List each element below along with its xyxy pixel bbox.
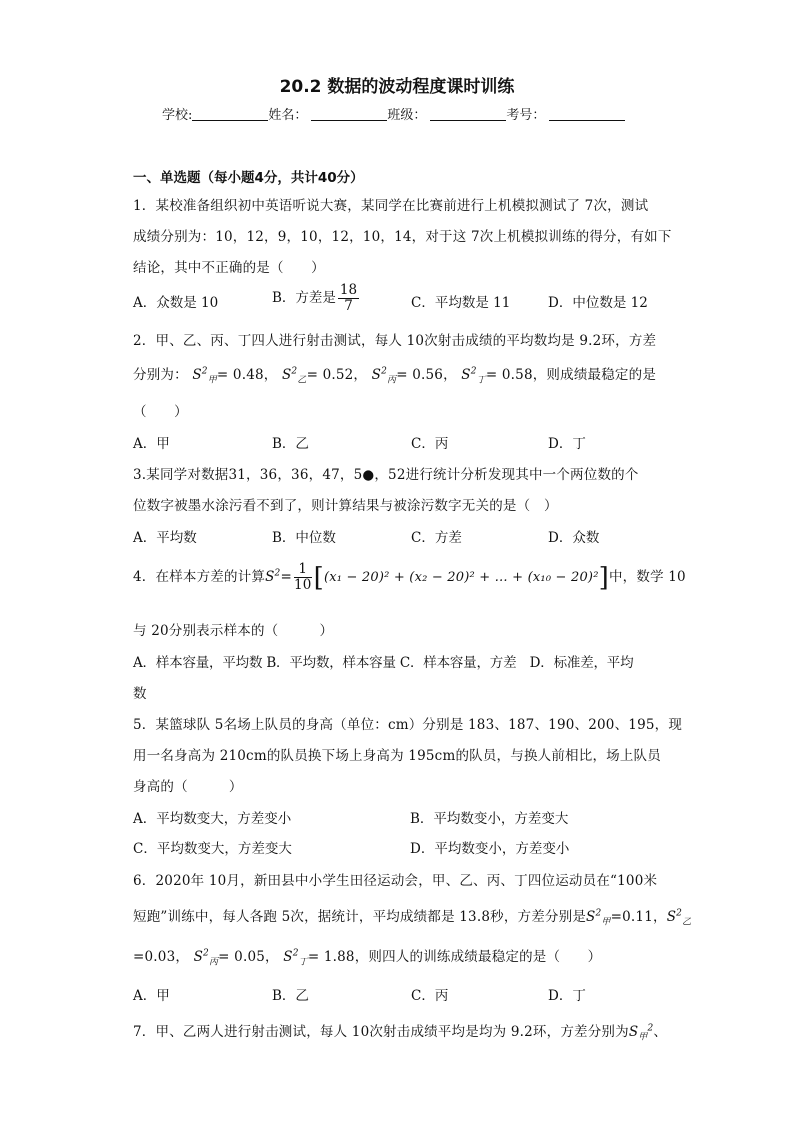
q4-fraction xyxy=(294,562,312,593)
q3-line-1: 3.某同学对数据31，36，36，47，5●，52进行统计分析发现其中一个两位数的个 xyxy=(133,467,639,483)
q1-fraction xyxy=(338,283,359,314)
school-blank xyxy=(192,106,268,121)
q5-option-b: B．平均数变小，方差变大 xyxy=(410,811,569,827)
q3-option-a: A．平均数 xyxy=(133,530,197,546)
q5-option-a: A．平均数变大，方差变小 xyxy=(133,811,292,827)
q6-option-a: A．甲 xyxy=(133,988,170,1004)
q6-line-2-text: 短跑”训练中，每人各跑 5次，据统计，平均成绩都是 13.8秒，方差分别是 xyxy=(133,909,587,925)
q2-value-ding: = 0.58，则成绩最稳定的是 xyxy=(485,367,657,383)
q4-right-bracket: ] xyxy=(598,563,609,593)
exam-number-label: 考号： xyxy=(506,108,546,123)
q2-sub-bing: 丙 xyxy=(387,375,397,386)
q6-sub-jia: 甲 xyxy=(601,917,611,928)
name-label: 姓名： xyxy=(268,108,308,123)
q2-option-b: B．乙 xyxy=(272,436,309,452)
q4-prefix: 4．在样本方差的计算 xyxy=(133,569,266,585)
q6-sub-bing: 丙 xyxy=(208,957,219,968)
q1-line-3: 结论，其中不正确的是（ ） xyxy=(133,260,325,276)
q6-variance-yi: $S^2_乙$ xyxy=(666,908,692,928)
q5-line-2: 用一名身高为 210cm的队员换下场上身高为 195cm的队员，与换人前相比，场上队员 xyxy=(133,748,661,764)
q4-line-1 xyxy=(133,562,686,593)
q2-variance-bing: $S^2_丙$ xyxy=(371,366,397,386)
q6-line-3 xyxy=(133,945,601,968)
q1-option-b-text: B．方差是 xyxy=(272,290,336,306)
exam-number-blank xyxy=(549,106,625,121)
q4-left-bracket: [ xyxy=(313,563,324,593)
q2-line-3: （ ） xyxy=(133,404,188,420)
q2-variance-jia: $S^2_甲$ xyxy=(192,366,217,386)
q4-fraction-denominator: 10 xyxy=(294,577,312,593)
q2-option-a: A．甲 xyxy=(133,436,170,452)
q6-variance-jia: $S^2_甲$ xyxy=(586,908,611,928)
q1-option-b xyxy=(272,283,361,314)
q6-option-d: D．丁 xyxy=(548,988,586,1004)
q1-line-2: 成绩分别为：10，12，9，10，12，10，14，对于这 7次上机模拟训练的得分，有如下 xyxy=(133,229,672,245)
q2-value-yi: = 0.52， xyxy=(306,367,368,383)
q5-line-3: 身高的（ ） xyxy=(133,779,243,795)
q1-option-d: D．中位数是 12 xyxy=(548,295,648,311)
section-heading: 一、单选题（每小题4分，共计40分） xyxy=(133,170,364,186)
student-info-line xyxy=(162,104,625,123)
q2-value-jia: = 0.48， xyxy=(216,367,278,383)
q7-variance-jia: $S_甲^2$ xyxy=(628,1023,654,1043)
class-blank xyxy=(430,106,506,121)
q2-option-d: D．丁 xyxy=(548,436,586,452)
q1-option-a: A．众数是 10 xyxy=(133,295,219,311)
q2-line-2-prefix: 分别为： xyxy=(133,367,188,383)
q6-sub-ding: 丁 xyxy=(298,957,308,968)
q3-line-2: 位数字被墨水涂污看不到了，则计算结果与被涂污数字无关的是（ ） xyxy=(133,498,558,514)
q6-sub-yi: 乙 xyxy=(682,917,692,928)
q6-value-bing: = 0.05， xyxy=(218,949,279,965)
q2-sub-ding: 丁 xyxy=(476,375,486,386)
q7-sub-jia: 甲 xyxy=(638,1032,648,1043)
class-label: 班级： xyxy=(387,108,427,123)
q2-line-2 xyxy=(133,363,656,386)
q3-option-c: C．方差 xyxy=(411,530,462,546)
q3-option-d: D．众数 xyxy=(548,530,600,546)
q2-sub-jia: 甲 xyxy=(207,375,217,386)
q2-variance-yi: $S^2_乙$ xyxy=(281,366,307,386)
q6-option-b: B．乙 xyxy=(272,988,309,1004)
school-label: 学校: xyxy=(162,108,193,123)
q3-option-b: B．中位数 xyxy=(272,530,336,546)
q6-value-jia: =0.11， xyxy=(610,909,667,925)
q4-s-squared: $S^2$ xyxy=(265,568,281,585)
q6-line-2 xyxy=(133,905,691,928)
q1-fraction-numerator: 18 xyxy=(339,282,358,298)
q7-line-1 xyxy=(133,1020,667,1043)
q5-option-d: D．平均数变小，方差变小 xyxy=(410,841,570,857)
q4-line-2: 与 20分别表示样本的（ ） xyxy=(133,623,334,639)
q5-option-c: C．平均数变大，方差变大 xyxy=(133,841,292,857)
q7-text: 7．甲、乙两人进行射击测试，每人 10次射击成绩平均是均为 9.2环，方差分别为 xyxy=(133,1024,629,1040)
q4-equals: = xyxy=(280,569,292,585)
q1-fraction-denominator: 7 xyxy=(344,298,353,314)
q6-variance-bing: $S^2_丙$ xyxy=(193,948,219,968)
q4-options: A．样本容量，平均数 B．平均数，样本容量 C．样本容量，方差 D．标准差，平均 xyxy=(133,655,634,671)
q6-value-ding: = 1.88，则四人的训练成绩最稳定的是（ ） xyxy=(307,949,602,965)
q4-suffix: 中，数学 10 xyxy=(608,569,686,585)
q6-line-1: 6．2020年 10月，新田县中小学生田径运动会，甲、乙、丙、丁四位运动员在“100米 xyxy=(133,873,658,889)
q2-value-bing: = 0.56， xyxy=(396,367,457,383)
q7-tail: 、 xyxy=(653,1024,668,1040)
q6-value-yi: =0.03， xyxy=(133,949,190,965)
name-blank xyxy=(311,106,387,121)
q1-line-1: 1．某校准备组织初中英语听说大赛，某同学在比赛前进行上机模拟测试了 7次，测试 xyxy=(133,198,649,214)
q2-line-1: 2．甲、乙、丙、丁四人进行射击测试，每人 10次射击成绩的平均数均是 9.2环，方差 xyxy=(133,333,657,349)
q2-sub-yi: 乙 xyxy=(297,375,307,386)
page-title: 20.2 数据的波动程度课时训练 xyxy=(279,77,515,97)
q4-terms: (x₁ − 20)² + (x₂ − 20)² + … + (x₁₀ − 20)² xyxy=(323,570,599,585)
q6-option-c: C．丙 xyxy=(411,988,449,1004)
q4-line-4: 数 xyxy=(133,686,147,702)
q6-variance-ding: $S^2_丁$ xyxy=(283,948,308,968)
q2-variance-ding: $S^2_丁$ xyxy=(461,366,486,386)
q2-option-c: C．丙 xyxy=(411,436,449,452)
q4-fraction-numerator: 1 xyxy=(294,562,312,578)
q1-option-c: C．平均数是 11 xyxy=(411,295,511,311)
q5-line-1: 5．某篮球队 5名场上队员的身高（单位：cm）分别是 183、187、190、200、195，现 xyxy=(133,717,683,733)
